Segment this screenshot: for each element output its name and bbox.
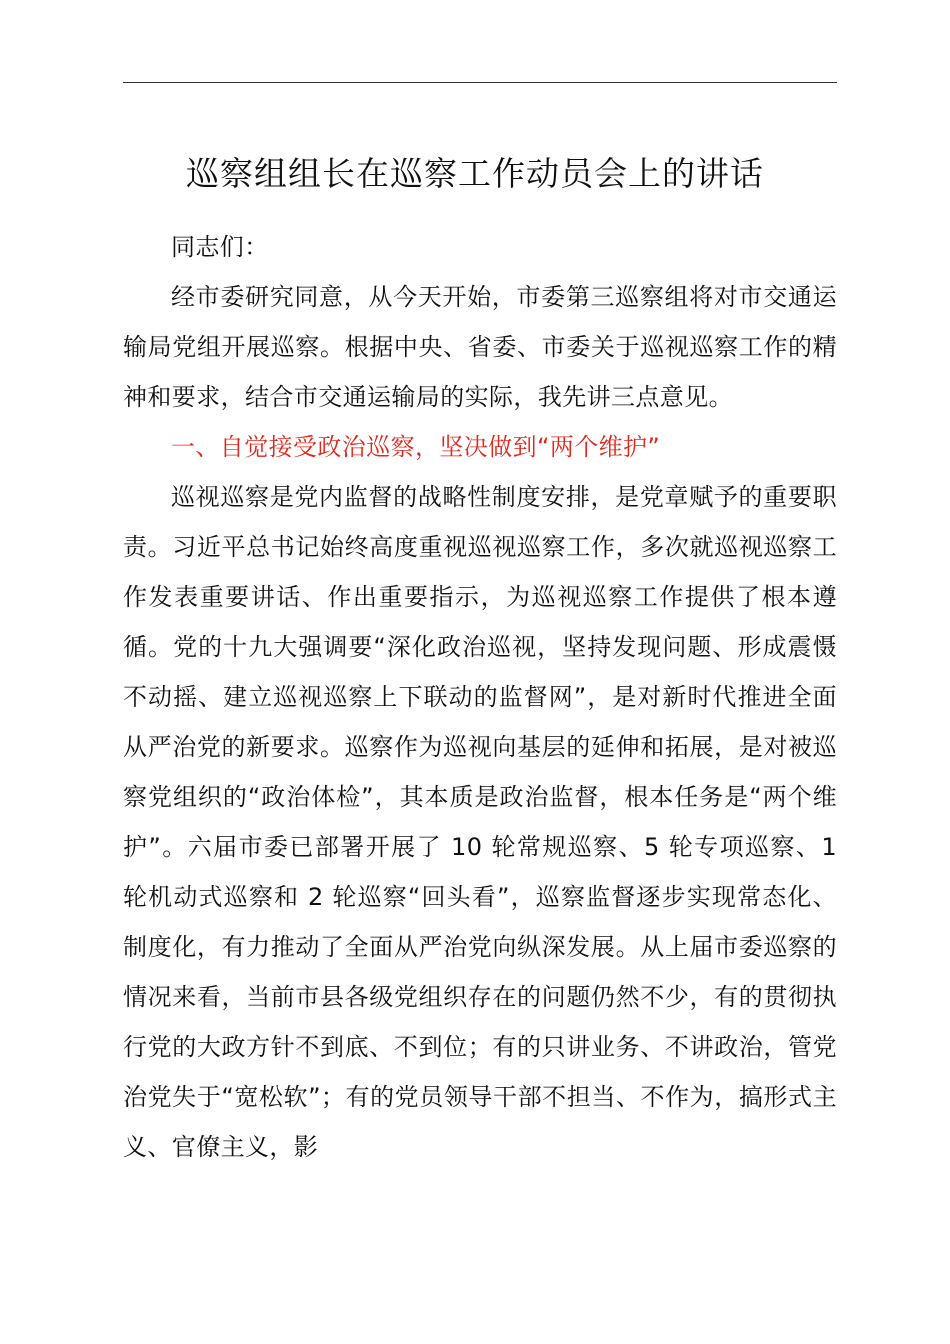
greeting: 同志们： [171,233,269,261]
document-title: 巡察组组长在巡察工作动员会上的讲话 [186,154,764,193]
header-rule [123,82,837,83]
document-body [123,222,837,1172]
paragraph-intro: 经市委研究同意，从今天开始，市委第三巡察组将对市交通运输局党组开展巡察。根据中央、省委、市委关于巡视巡察工作的精神和要求，结合市交通运输局的实际，我先讲三点意见。 [123,283,837,411]
paragraph-1: 巡视巡察是党内监督的战略性制度安排，是党章赋予的重要职责。习近平总书记始终高度重视巡视巡察工作，多次就巡视巡察工作发表重要讲话、作出重要指示，为巡视巡察工作提供了根本遵循。党的十九大强调要“深化政治巡视，坚持发现问题、形成震慑不动摇、建立巡视巡察上下联动的监督网”，是对新时代推进全面从严治党的新要求。巡察作为巡视向基层的延伸和拓展，是对被巡察党组织的“政治体检”，其本质是政治监督，根本任务是“两个维护”。六届市委已部署开展了 10 轮常规巡察、5 轮专项巡察、1 轮机动式巡察和 2 轮巡察“回头看”，巡察监督逐步实现常态化、制度化，有力推动了全面从严治党向纵深发展。从上届市委巡察的情况来看，当前市县各级党组织存在的问题仍然不少，有的贯彻执行党的大政方针不到底、不到位；有的只讲业务、不讲政治，管党治党失于“宽松软”；有的党员领导干部不担当、不作为，搞形式主义、官僚主义，影 [123,483,837,1161]
section-heading-1: 一、自觉接受政治巡察，坚决做到“两个维护” [171,433,661,461]
